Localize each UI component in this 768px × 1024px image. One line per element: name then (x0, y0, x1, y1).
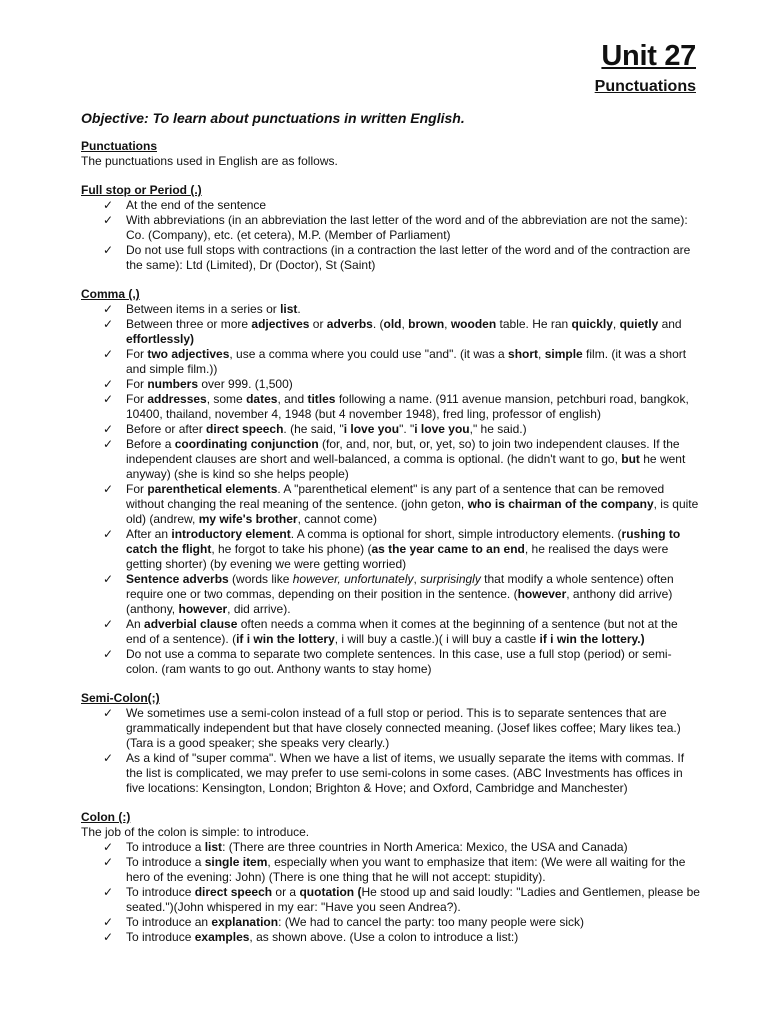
bold-text: however (517, 587, 567, 601)
text-run: . A comma is optional for short, simple introductory elements. ( (290, 527, 622, 541)
text-run: or (309, 317, 327, 331)
bold-text: wooden (450, 317, 497, 331)
text-run: , especially when you want to emphasize that item: (We were all waiting for the hero of the evening: John) (There is one thing that he will not accept: stupidity). (126, 855, 686, 884)
bold-text: if i win the lottery (236, 632, 335, 646)
text-run: , he realised the days were getting shorter) (by evening we were getting worried) (126, 542, 669, 571)
text-run: : (There are three countries in North America: Mexico, the USA and Canada) (222, 840, 628, 854)
check-icon: ✓ (103, 751, 114, 765)
list-item (81, 617, 701, 647)
text-run: For (126, 377, 148, 391)
document-body (81, 139, 701, 945)
text-run: he went anyway) (she is kind so she helps people) (126, 452, 686, 481)
bold-text: adverbial clause (144, 617, 238, 631)
bold-text: i love you (343, 422, 400, 436)
text-run: (words like (228, 572, 293, 586)
bold-text: adjectives (251, 317, 310, 331)
bold-text: effortlessly) (126, 332, 195, 346)
text-run: film. (it was a short and simple film.)) (126, 347, 687, 376)
text-run: Between items in a series or (126, 302, 281, 316)
bold-text: introductory element (171, 527, 291, 541)
text-run: , use a comma where you could use "and". (it was a (229, 347, 509, 361)
text-run: , some (206, 392, 247, 406)
unit-title: Unit 27 (601, 40, 696, 72)
text-run: To introduce (126, 885, 195, 899)
list-item (81, 243, 701, 273)
section-punctuations (81, 139, 701, 169)
bold-text: quietly (619, 317, 659, 331)
text-run: , (444, 317, 451, 331)
check-icon: ✓ (103, 213, 114, 227)
section-semicolon (81, 691, 701, 796)
list-item (81, 527, 701, 572)
text-run: , did arrive). (227, 602, 291, 616)
list-item (81, 840, 701, 855)
bold-text: quotation ( (299, 885, 362, 899)
text-run: He stood up and said loudly: "Ladies and Gentlemen, please be seated.")(John whispered in my ear: "Have you seen Andrea?). (126, 885, 700, 914)
check-icon: ✓ (103, 572, 114, 586)
text-run: , (612, 317, 620, 331)
text-run: , is quite old) (andrew, (126, 497, 699, 526)
bold-text: who is chairman of the company (467, 497, 654, 511)
text-run: ". " (399, 422, 415, 436)
bold-text: coordinating conjunction (174, 437, 319, 451)
check-icon: ✓ (103, 706, 114, 720)
text-run: , cannot come) (297, 512, 377, 526)
bold-text: addresses (147, 392, 207, 406)
text-run: , i will buy a castle.)( i will buy a castle (334, 632, 540, 646)
bold-text: however (178, 602, 228, 616)
bold-text: rushing to catch the flight (126, 527, 681, 556)
check-icon: ✓ (103, 422, 114, 436)
bold-text: dates (246, 392, 278, 406)
list-item (81, 930, 701, 945)
section-full-stop (81, 183, 701, 273)
check-icon: ✓ (103, 527, 114, 541)
bold-text: as the year came to an end (371, 542, 525, 556)
bold-text: old (383, 317, 402, 331)
check-icon: ✓ (103, 482, 114, 496)
section-heading: Full stop or Period (.) (81, 183, 202, 197)
text-run: , and (277, 392, 308, 406)
semicolon-list (81, 706, 701, 796)
text-run: We sometimes use a semi-colon instead of a full stop or period. This is to separate sentences that are grammatically independent but that have closely connected meaning. (Josef likes coffee; Mary likes tea.) (Tara is a good speaker; she speaks very clearly.) (126, 706, 681, 750)
section-heading: Punctuations (81, 139, 158, 153)
bold-text: list (204, 840, 223, 854)
text-run: . A "parenthetical element" is any part of a sentence that can be removed without changing the real meaning of the sentence. (john geton, (126, 482, 665, 511)
text-run: Do not use a comma to separate two complete sentences. In this case, use a full stop (period) or semi-colon. (ram wants to go out. Anthony wants to stay home) (126, 647, 672, 676)
text-run: To introduce a (126, 840, 205, 854)
text-run: For (126, 392, 148, 406)
list-item (81, 198, 701, 213)
list-item (81, 915, 701, 930)
list-item (81, 482, 701, 527)
objective: Objective: To learn about punctuations in written English. (81, 110, 465, 126)
list-item (81, 647, 701, 677)
text-run: For (126, 482, 148, 496)
list-item (81, 317, 701, 347)
section-colon (81, 810, 701, 945)
text-run: often needs a comma when it comes at the beginning of a sentence (but not at the end of a sentence). ( (126, 617, 678, 646)
colon-list (81, 840, 701, 945)
text-run: To introduce a (126, 855, 205, 869)
list-item (81, 751, 701, 796)
text-run: , anthony did arrive) (anthony, (126, 587, 673, 616)
check-icon: ✓ (103, 855, 114, 869)
text-run: and (658, 317, 682, 331)
bold-text: short (508, 347, 539, 361)
section-heading: Colon (:) (81, 810, 131, 824)
text-run: following a name. (911 avenue mansion, petchburi road, bangkok, 10400, thailand, november 4, 1948 (but 4 november 1948), fred ling, professor of english) (126, 392, 689, 421)
bold-text: titles (307, 392, 336, 406)
check-icon: ✓ (103, 347, 114, 361)
unit-subtitle: Punctuations (594, 78, 696, 95)
list-item (81, 885, 701, 915)
bold-text: adverbs (326, 317, 373, 331)
text-run: As a kind of "super comma". When we have a list of items, we usually separate the items with commas. If the list is complicated, we may prefer to use semi-colons in some cases. (ABC Investments has offices in five locations: Kensington, London; Brighton & Hove; and Oxford, Cambridge and Manchester) (126, 751, 685, 795)
text-run: Do not use full stops with contractions (in a contraction the last letter of the word and of the contraction are the same): Ltd (Limited), Dr (Doctor), St (Saint) (126, 243, 691, 272)
text-run: table. He ran (496, 317, 572, 331)
bold-text: direct speech (194, 885, 273, 899)
text-run: , (401, 317, 409, 331)
list-item (81, 213, 701, 243)
text-run: Between three or more (126, 317, 252, 331)
bold-text: parenthetical elements (147, 482, 278, 496)
list-item (81, 706, 701, 751)
text-run: , as shown above. (Use a colon to introduce a list:) (249, 930, 519, 944)
check-icon: ✓ (103, 437, 114, 451)
text-run: An (126, 617, 145, 631)
list-item (81, 377, 701, 392)
list-item (81, 392, 701, 422)
text-run: . ( (372, 317, 384, 331)
bold-text: two adjectives (147, 347, 230, 361)
text-run: over 999. (1,500) (198, 377, 293, 391)
bold-text: my wife's brother (198, 512, 298, 526)
text-run: (for, and, nor, but, or, yet, so) to join two independent clauses. If the independent clauses are short and well-balanced, a comma is optional. (he didn't want to go, (126, 437, 680, 466)
section-heading: Semi-Colon(;) (81, 691, 160, 705)
check-icon: ✓ (103, 198, 114, 212)
list-item (81, 855, 701, 885)
list-item (81, 437, 701, 482)
section-intro: The job of the colon is simple: to introduce. (81, 825, 310, 839)
check-icon: ✓ (103, 317, 114, 331)
comma-list (81, 302, 701, 677)
text-run: or a (272, 885, 300, 899)
text-run: To introduce (126, 930, 195, 944)
italic-text: however, unfortunately (292, 572, 414, 586)
bold-text: list (280, 302, 298, 316)
text-run: For (126, 347, 148, 361)
bold-text: Sentence adverbs (126, 572, 229, 586)
bold-text: numbers (147, 377, 199, 391)
text-run: Before a (126, 437, 175, 451)
text-run: , (538, 347, 545, 361)
bold-text: brown (408, 317, 445, 331)
list-item (81, 302, 701, 317)
check-icon: ✓ (103, 377, 114, 391)
bold-text: simple (544, 347, 583, 361)
section-intro: The punctuations used in English are as follows. (81, 154, 338, 168)
text-run: With abbreviations (in an abbreviation the last letter of the word and of the abbreviation are not the same): Co. (Company), etc. (et cetera), M.P. (Member of Parliament) (126, 213, 688, 242)
list-item (81, 422, 701, 437)
check-icon: ✓ (103, 915, 114, 929)
list-item (81, 572, 701, 617)
bold-text: examples (194, 930, 250, 944)
text-run: , (413, 572, 421, 586)
bold-text: single item (204, 855, 268, 869)
check-icon: ✓ (103, 302, 114, 316)
check-icon: ✓ (103, 617, 114, 631)
check-icon: ✓ (103, 840, 114, 854)
text-run: After an (126, 527, 172, 541)
italic-text: surprisingly (420, 572, 481, 586)
bold-text: but (621, 452, 640, 466)
section-comma (81, 287, 701, 677)
text-run: , he forgot to take his phone) ( (211, 542, 372, 556)
check-icon: ✓ (103, 930, 114, 944)
text-run: At the end of the sentence (126, 198, 267, 212)
bold-text: direct speech (206, 422, 284, 436)
text-run: that modify a whole sentence) often require one or two commas, depending on their position in the sentence. ( (126, 572, 674, 601)
text-run: To introduce an (126, 915, 212, 929)
check-icon: ✓ (103, 647, 114, 661)
bold-text: quickly (571, 317, 613, 331)
text-run: . (he said, " (283, 422, 344, 436)
full-stop-list (81, 198, 701, 273)
text-run: ," he said.) (469, 422, 527, 436)
check-icon: ✓ (103, 243, 114, 257)
text-run: Before or after (126, 422, 207, 436)
check-icon: ✓ (103, 885, 114, 899)
list-item (81, 347, 701, 377)
bold-text: if i win the lottery.) (539, 632, 645, 646)
text-run: . (297, 302, 301, 316)
check-icon: ✓ (103, 392, 114, 406)
text-run: : (We had to cancel the party: too many people were sick) (278, 915, 585, 929)
bold-text: explanation (211, 915, 279, 929)
section-heading: Comma (,) (81, 287, 140, 301)
bold-text: i love you (414, 422, 470, 436)
